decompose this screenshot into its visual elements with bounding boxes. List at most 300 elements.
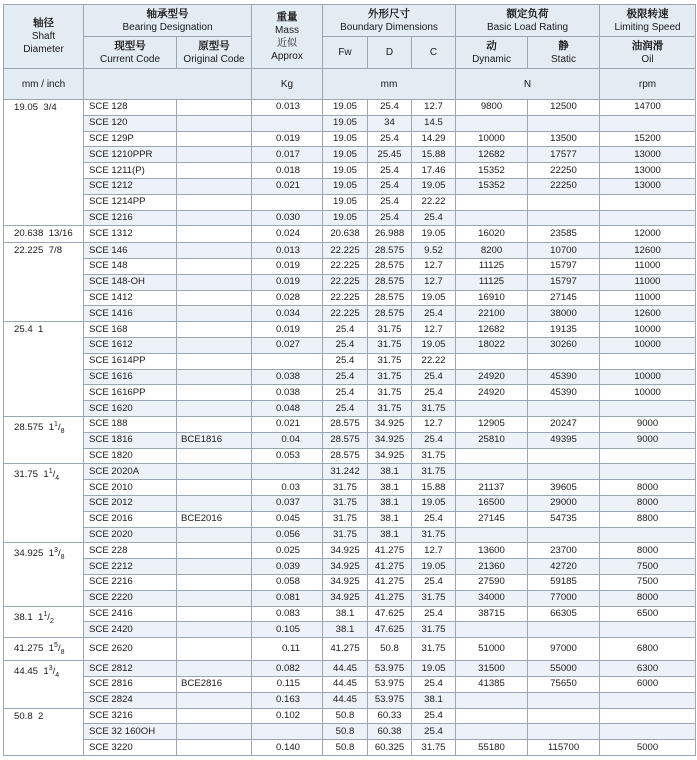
current-code-cell: SCE 1616PP (84, 385, 177, 401)
static-load-cell: 15797 (528, 258, 600, 274)
dynamic-load-cell (456, 401, 528, 417)
mass-cell: 0.058 (252, 574, 323, 590)
c-cell: 12.7 (412, 322, 456, 338)
designation-unit (84, 69, 252, 100)
static-load-cell (528, 194, 600, 210)
c-cell: 25.4 (412, 724, 456, 740)
original-code-cell (177, 661, 252, 677)
original-code-cell (177, 163, 252, 179)
d-cell: 41.275 (368, 543, 412, 559)
oil-speed-cell: 10000 (600, 385, 696, 401)
c-cell: 31.75 (412, 590, 456, 606)
fw-cell: 19.05 (323, 178, 368, 194)
fw-cell: 50.8 (323, 708, 368, 724)
c-cell: 19.05 (412, 559, 456, 575)
fw-cell: 19.05 (323, 210, 368, 226)
original-code-cell (177, 226, 252, 243)
fw-cell: 25.4 (323, 401, 368, 417)
c-cell: 12.7 (412, 274, 456, 290)
mass-cell: 0.019 (252, 131, 323, 147)
mass-cell: 0.013 (252, 100, 323, 116)
original-code-cell (177, 337, 252, 353)
oil-speed-cell (600, 708, 696, 724)
dynamic-load-cell: 11125 (456, 274, 528, 290)
static-load-cell: 27145 (528, 290, 600, 306)
mass-unit: Kg (252, 69, 323, 100)
dynamic-load-cell: 55180 (456, 740, 528, 756)
c-cell: 25.4 (412, 574, 456, 590)
current-code-cell: SCE 1614PP (84, 353, 177, 369)
shaft-diameter-cell: 31.75 $1^1/_4$ (4, 464, 84, 543)
c-cell: 19.05 (412, 290, 456, 306)
dynamic-load-cell (456, 724, 528, 740)
table-row (4, 416, 696, 432)
c-cell: 31.75 (412, 401, 456, 417)
table-row (4, 337, 696, 353)
current-code-cell: SCE 120 (84, 115, 177, 131)
c-cell: 14.5 (412, 115, 456, 131)
dynamic-load-cell: 16500 (456, 495, 528, 511)
oil-speed-cell: 13000 (600, 178, 696, 194)
table-row (4, 369, 696, 385)
oil-speed-cell: 10000 (600, 322, 696, 338)
c-cell: 31.75 (412, 638, 456, 661)
d-cell: 26.988 (368, 226, 412, 243)
shaft-inch-numerator: 1 (43, 610, 48, 618)
mass-cell: 0.039 (252, 559, 323, 575)
mass-cell: 0.013 (252, 243, 323, 259)
mass-cell (252, 115, 323, 131)
current-code-cell: SCE 129P (84, 131, 177, 147)
d-cell: 28.575 (368, 274, 412, 290)
oil-speed-cell (600, 527, 696, 543)
d-cell: 28.575 (368, 243, 412, 259)
original-code-cell (177, 258, 252, 274)
static-load-cell: 30260 (528, 337, 600, 353)
static-load-cell (528, 724, 600, 740)
c-cell: 12.7 (412, 543, 456, 559)
oil-speed-cell: 9000 (600, 432, 696, 448)
mass-cell: 0.056 (252, 527, 323, 543)
static-load-cell: 12500 (528, 100, 600, 116)
c-cell: 17.46 (412, 163, 456, 179)
current-code-cell: SCE 1616 (84, 369, 177, 385)
current-code-cell: SCE 2010 (84, 480, 177, 496)
shaft-diameter-cell (4, 708, 84, 755)
dynamic-load-cell: 24920 (456, 369, 528, 385)
dynamic-load-cell (456, 622, 528, 638)
c-cell: 25.4 (412, 676, 456, 692)
oil-speed-cell: 8800 (600, 511, 696, 527)
fw-cell: 25.4 (323, 322, 368, 338)
dynamic-load-cell: 9800 (456, 100, 528, 116)
fw-cell: 44.45 (323, 661, 368, 677)
shaft-inch-whole: 1 (48, 422, 55, 434)
shaft-inch-denominator: 8 (60, 649, 65, 657)
dynamic-load-cell: 31500 (456, 661, 528, 677)
load-unit: N (456, 69, 600, 100)
oil-speed-cell (600, 353, 696, 369)
mass-cell: 0.024 (252, 226, 323, 243)
oil-speed-cell: 12000 (600, 226, 696, 243)
oil-header: 油润滑 Oil (600, 37, 696, 69)
original-code-cell (177, 322, 252, 338)
c-cell: 31.75 (412, 740, 456, 756)
table-row (4, 559, 696, 575)
mass-cell (252, 464, 323, 480)
current-code-cell: SCE 228 (84, 543, 177, 559)
original-code-cell (177, 243, 252, 259)
c-cell: 25.4 (412, 210, 456, 226)
oil-speed-cell (600, 692, 696, 708)
static-load-cell: 45390 (528, 369, 600, 385)
static-load-cell: 55000 (528, 661, 600, 677)
oil-speed-cell: 10000 (600, 369, 696, 385)
current-code-cell: SCE 2212 (84, 559, 177, 575)
shaft-inch-whole: 1 (48, 643, 55, 655)
current-code-cell: SCE 32 160OH (84, 724, 177, 740)
static-load-cell (528, 708, 600, 724)
d-cell: 31.75 (368, 353, 412, 369)
shaft-inch: 13/16 (48, 228, 73, 240)
current-code-cell: SCE 1620 (84, 401, 177, 417)
c-cell: 9.52 (412, 243, 456, 259)
table-row (4, 401, 696, 417)
c-cell: 22.22 (412, 194, 456, 210)
c-cell: 12.7 (412, 258, 456, 274)
original-code-cell (177, 401, 252, 417)
table-row (4, 676, 696, 692)
mass-cell: 0.025 (252, 543, 323, 559)
c-cell: 25.4 (412, 708, 456, 724)
table-row (4, 480, 696, 496)
static-load-cell: 54735 (528, 511, 600, 527)
dynamic-load-cell (456, 210, 528, 226)
oil-speed-cell (600, 724, 696, 740)
dynamic-load-cell: 16020 (456, 226, 528, 243)
mass-cell: 0.019 (252, 322, 323, 338)
c-header: C (412, 37, 456, 69)
shaft-inch-denominator: 4 (55, 672, 60, 680)
shaft-diameter-cell (4, 100, 84, 226)
fw-cell: 19.05 (323, 163, 368, 179)
fw-cell: 50.8 (323, 724, 368, 740)
table-row (4, 448, 696, 464)
mass-cell (252, 353, 323, 369)
table-row (4, 574, 696, 590)
fw-cell: 38.1 (323, 606, 368, 622)
boundary-dimensions-header: 外形尺寸 Boundary Dimensions (323, 5, 456, 37)
original-code-cell (177, 210, 252, 226)
c-cell: 25.4 (412, 511, 456, 527)
oil-speed-cell: 6800 (600, 638, 696, 661)
d-cell: 38.1 (368, 464, 412, 480)
fw-header: Fw (323, 37, 368, 69)
static-load-cell: 10700 (528, 243, 600, 259)
original-code-cell (177, 464, 252, 480)
table-row (4, 322, 696, 338)
d-cell: 31.75 (368, 337, 412, 353)
c-cell: 12.7 (412, 100, 456, 116)
d-cell: 60.33 (368, 708, 412, 724)
original-code-cell (177, 638, 252, 661)
c-cell: 15.88 (412, 147, 456, 163)
fw-cell: 34.925 (323, 574, 368, 590)
original-code-cell (177, 480, 252, 496)
dynamic-load-cell: 16910 (456, 290, 528, 306)
shaft-diameter-cell: 38.1 $1^1/_2$ (4, 606, 84, 638)
c-cell: 25.4 (412, 432, 456, 448)
fw-cell: 22.225 (323, 274, 368, 290)
current-code-cell: SCE 128 (84, 100, 177, 116)
d-cell: 47.625 (368, 622, 412, 638)
static-load-cell: 39605 (528, 480, 600, 496)
table-row (4, 385, 696, 401)
shaft-diameter-cell (4, 322, 84, 417)
original-code-cell (177, 147, 252, 163)
table-row (4, 622, 696, 638)
static-load-cell: 38000 (528, 306, 600, 322)
current-code-cell: SCE 2420 (84, 622, 177, 638)
original-code-cell (177, 740, 252, 756)
c-cell: 25.4 (412, 369, 456, 385)
d-header: D (368, 37, 412, 69)
dynamic-load-cell (456, 194, 528, 210)
dynamic-load-cell: 18022 (456, 337, 528, 353)
original-code-cell (177, 574, 252, 590)
current-code-cell: SCE 1412 (84, 290, 177, 306)
shaft-inch-whole: 1 (43, 469, 49, 481)
fw-cell: 31.75 (323, 480, 368, 496)
original-code-cell: BCE1816 (177, 432, 252, 448)
oil-speed-cell (600, 401, 696, 417)
current-code-cell: SCE 148-OH (84, 274, 177, 290)
c-cell: 19.05 (412, 495, 456, 511)
static-load-cell: 45390 (528, 385, 600, 401)
oil-speed-cell (600, 464, 696, 480)
shaft-mm: 19.05 (14, 102, 39, 113)
d-cell: 25.4 (368, 163, 412, 179)
shaft-mm: 44.45 (14, 666, 39, 678)
c-cell: 38.1 (412, 692, 456, 708)
c-cell: 31.75 (412, 527, 456, 543)
mass-cell: 0.03 (252, 480, 323, 496)
oil-speed-cell: 14700 (600, 100, 696, 116)
fw-cell: 31.75 (323, 527, 368, 543)
fw-cell: 34.925 (323, 559, 368, 575)
static-load-cell: 23700 (528, 543, 600, 559)
original-code-cell (177, 416, 252, 432)
dynamic-load-cell (456, 708, 528, 724)
static-load-cell: 75650 (528, 676, 600, 692)
d-cell: 31.75 (368, 401, 412, 417)
original-code-cell (177, 178, 252, 194)
original-code-cell (177, 590, 252, 606)
d-cell: 25.4 (368, 210, 412, 226)
d-cell: 31.75 (368, 322, 412, 338)
original-code-cell (177, 274, 252, 290)
table-row (4, 638, 696, 661)
original-code-cell (177, 622, 252, 638)
shaft-diameter-cell: 41.275 $1^5/_8$ (4, 638, 84, 661)
mass-cell: 0.082 (252, 661, 323, 677)
mass-cell: 0.034 (252, 306, 323, 322)
shaft-inch-whole: 1 (38, 611, 44, 623)
fw-cell: 38.1 (323, 622, 368, 638)
current-code-cell: SCE 1416 (84, 306, 177, 322)
current-code-cell: SCE 2020A (84, 464, 177, 480)
shaft-inch: 1 (38, 324, 44, 336)
oil-speed-cell (600, 622, 696, 638)
oil-speed-cell (600, 210, 696, 226)
fw-cell: 20.638 (323, 226, 368, 243)
shaft-inch-numerator: 3 (48, 665, 53, 673)
bearing-spec-table (3, 4, 696, 756)
mass-cell: 0.045 (252, 511, 323, 527)
static-load-cell (528, 210, 600, 226)
table-row (4, 464, 696, 480)
oil-speed-cell: 7500 (600, 559, 696, 575)
dynamic-load-cell: 8200 (456, 243, 528, 259)
d-cell: 53.975 (368, 676, 412, 692)
shaft-mm: 22.225 (14, 245, 44, 257)
current-code-cell: SCE 2816 (84, 676, 177, 692)
boundary-unit: mm (323, 69, 456, 100)
table-row (4, 692, 696, 708)
c-cell: 19.05 (412, 226, 456, 243)
oil-speed-cell: 8000 (600, 480, 696, 496)
dynamic-load-cell: 27590 (456, 574, 528, 590)
mass-cell: 0.038 (252, 385, 323, 401)
mass-cell: 0.102 (252, 708, 323, 724)
original-code-cell (177, 543, 252, 559)
table-row (4, 194, 696, 210)
oil-speed-cell: 8000 (600, 543, 696, 559)
mass-cell: 0.081 (252, 590, 323, 606)
oil-speed-cell: 5000 (600, 740, 696, 756)
c-cell: 25.4 (412, 306, 456, 322)
static-load-cell (528, 353, 600, 369)
static-load-cell: 15797 (528, 274, 600, 290)
shaft-inch-numerator: 1 (48, 468, 53, 476)
oil-speed-cell: 13000 (600, 147, 696, 163)
shaft-mm: 50.8 (14, 710, 33, 722)
c-cell: 19.05 (412, 178, 456, 194)
table-row (4, 606, 696, 622)
current-code-cell: SCE 2620 (84, 638, 177, 661)
static-load-cell: 17577 (528, 147, 600, 163)
table-row (4, 147, 696, 163)
dynamic-load-cell: 38715 (456, 606, 528, 622)
shaft-unit: mm / inch (4, 69, 84, 100)
d-cell: 25.4 (368, 194, 412, 210)
fw-cell: 25.4 (323, 337, 368, 353)
table-row (4, 243, 696, 259)
c-cell: 14.29 (412, 131, 456, 147)
d-cell: 41.275 (368, 574, 412, 590)
mass-cell: 0.163 (252, 692, 323, 708)
d-cell: 25.4 (368, 178, 412, 194)
current-code-cell: SCE 2416 (84, 606, 177, 622)
static-load-cell (528, 692, 600, 708)
oil-speed-cell (600, 448, 696, 464)
oil-speed-cell: 13000 (600, 163, 696, 179)
static-load-cell: 66305 (528, 606, 600, 622)
dynamic-header: 动 Dynamic (456, 37, 528, 69)
fw-cell: 44.45 (323, 692, 368, 708)
d-cell: 53.975 (368, 661, 412, 677)
shaft-inch-numerator: 1 (54, 420, 58, 428)
dynamic-load-cell: 10000 (456, 131, 528, 147)
current-code-cell: SCE 148 (84, 258, 177, 274)
shaft-diameter-cell: 28.575 $1^1/_8$ (4, 416, 84, 463)
fw-cell: 41.275 (323, 638, 368, 661)
mass-cell: 0.037 (252, 495, 323, 511)
current-code-cell: SCE 2812 (84, 661, 177, 677)
mass-cell: 0.04 (252, 432, 323, 448)
fw-cell: 28.575 (323, 416, 368, 432)
mass-cell: 0.030 (252, 210, 323, 226)
fw-cell: 22.225 (323, 258, 368, 274)
mass-cell: 0.11 (252, 638, 323, 661)
mass-cell: 0.105 (252, 622, 323, 638)
dynamic-load-cell: 15352 (456, 163, 528, 179)
table-row (4, 590, 696, 606)
d-cell: 28.575 (368, 258, 412, 274)
shaft-inch-denominator: 8 (60, 428, 65, 436)
oil-speed-cell (600, 194, 696, 210)
current-code-cell: SCE 1212 (84, 178, 177, 194)
static-load-cell: 22250 (528, 163, 600, 179)
current-code-cell: SCE 1216 (84, 210, 177, 226)
static-load-cell: 59185 (528, 574, 600, 590)
d-cell: 31.75 (368, 369, 412, 385)
current-code-cell: SCE 1820 (84, 448, 177, 464)
static-header: 静 Static (528, 37, 600, 69)
shaft-inch: 7/8 (48, 245, 63, 257)
fw-cell: 25.4 (323, 353, 368, 369)
fw-cell: 31.75 (323, 511, 368, 527)
mass-cell (252, 194, 323, 210)
dynamic-load-cell: 13600 (456, 543, 528, 559)
table-row (4, 178, 696, 194)
table-row (4, 163, 696, 179)
dynamic-load-cell (456, 692, 528, 708)
oil-speed-cell: 6000 (600, 676, 696, 692)
table-row (4, 527, 696, 543)
static-load-cell: 22250 (528, 178, 600, 194)
original-code-cell (177, 692, 252, 708)
fw-cell: 19.05 (323, 194, 368, 210)
original-code-cell (177, 369, 252, 385)
static-load-cell: 23585 (528, 226, 600, 243)
original-code-cell: BCE2816 (177, 676, 252, 692)
mass-cell: 0.021 (252, 416, 323, 432)
static-load-cell: 49395 (528, 432, 600, 448)
dynamic-load-cell (456, 115, 528, 131)
c-cell: 31.75 (412, 464, 456, 480)
dynamic-load-cell: 25810 (456, 432, 528, 448)
table-row (4, 495, 696, 511)
original-code-header: 原型号 Original Code (177, 37, 252, 69)
oil-speed-cell: 8000 (600, 495, 696, 511)
mass-cell: 0.027 (252, 337, 323, 353)
table-body (4, 100, 696, 756)
current-code-cell: SCE 2020 (84, 527, 177, 543)
c-cell: 22.22 (412, 353, 456, 369)
table-row (4, 210, 696, 226)
oil-speed-cell (600, 115, 696, 131)
